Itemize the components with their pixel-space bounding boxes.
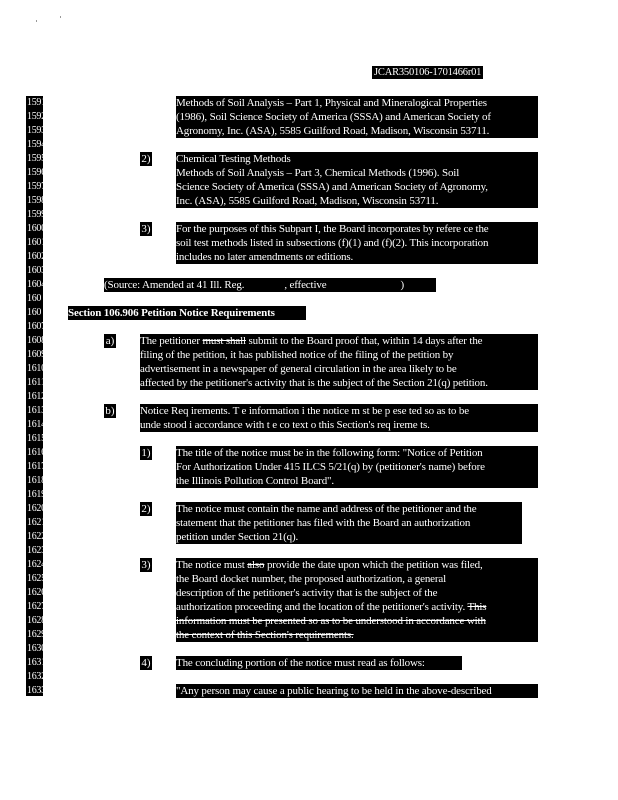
line-number: 1604	[27, 279, 46, 290]
line-number: 1621	[27, 517, 46, 528]
incorporation-block	[176, 222, 538, 264]
text-line: Inc. (ASA), 5585 Guilford Road, Madison, Wisconsin 53711.	[176, 195, 439, 207]
item-b4-number: 4)	[141, 657, 151, 669]
text-line: petition under Section 21(q).	[176, 531, 299, 543]
text-line: affected by the petitioner's activity that is the subject of the Section 21(q) petition.	[140, 377, 488, 389]
methods-citation-block	[176, 96, 538, 138]
text-line: The petitioner must shall submit to the Board proof that, within 14 days after the	[140, 335, 483, 347]
quoted-notice-line: "Any person may cause a public hearing to be held in the above-described	[176, 684, 538, 698]
line-number: 1626	[27, 587, 46, 598]
line-number: 1609	[27, 349, 46, 360]
line-number: 1617	[27, 461, 46, 472]
chemical-testing-block	[176, 152, 538, 208]
text-line: authorization proceeding and the location of the petitioner's activity. This	[176, 601, 487, 613]
notice-details-block	[176, 558, 538, 642]
text-line: Methods of Soil Analysis – Part 1, Physical and Mineralogical Properties	[176, 97, 487, 109]
source-note	[104, 278, 436, 292]
line-number: 1619	[27, 489, 46, 500]
scan-speck	[36, 20, 37, 22]
text-line: includes no later amendments or editions.	[176, 251, 354, 263]
item-b1-number: 1)	[141, 447, 151, 459]
text-line: Science Society of America (SSSA) and American Society of Agronomy,	[176, 181, 488, 193]
text-line: advertisement in a newspaper of general circulation in the area likely to be	[140, 363, 457, 375]
line-number: 1607	[27, 321, 46, 332]
line-number: 1629	[27, 629, 46, 640]
text-line: For Authorization Under 415 ILCS 5/21(q) by (petitioner's name) before	[176, 461, 485, 473]
line-number: 1600	[27, 223, 46, 234]
concluding-portion-line: The concluding portion of the notice must read as follows:	[176, 656, 462, 670]
text-line: statement that the petitioner has filed with the Board an authorization	[176, 517, 471, 529]
line-number: 1613	[27, 405, 46, 416]
text-line: the context of this Section's requirements.	[176, 629, 354, 641]
text-line: For the purposes of this Subpart I, the Board incorporates by refere ce the	[176, 223, 489, 235]
line-number: 160	[27, 307, 42, 318]
line-number: 1633	[27, 685, 46, 696]
text-line: description of the petitioner's activity that is the subject of the	[176, 587, 438, 599]
para-b-number: b)	[105, 405, 115, 417]
notice-title-block	[176, 446, 538, 488]
line-number: 1612	[27, 391, 46, 402]
line-number: 1593	[27, 125, 46, 136]
line-number: 1598	[27, 195, 46, 206]
line-number: 1630	[27, 643, 46, 654]
line-number: 1610	[27, 363, 46, 374]
line-number: 160	[27, 293, 42, 304]
text-line: Methods of Soil Analysis – Part 3, Chemical Methods (1996). Soil	[176, 167, 460, 179]
text-line: soil test methods listed in subsections (f)(1) and (f)(2). This incorporation	[176, 237, 489, 249]
line-number: 1601	[27, 237, 46, 248]
item-b3-number: 3)	[141, 559, 151, 571]
para-a-number: a)	[105, 335, 115, 347]
line-number: 1624	[27, 559, 46, 570]
text-line: the Board docket number, the proposed authorization, a general	[176, 573, 447, 585]
text-line: unde stood i accordance with t e co text o this Section's req ireme ts.	[140, 419, 430, 431]
line-number: 1603	[27, 265, 46, 276]
notice-contents-block	[176, 502, 522, 544]
line-number: 1602	[27, 251, 46, 262]
line-number: 1599	[27, 209, 46, 220]
text-line: Agronomy, Inc. (ASA), 5585 Guilford Road, Madison, Wisconsin 53711.	[176, 125, 490, 137]
line-number: 1618	[27, 475, 46, 486]
line-number: 1596	[27, 167, 46, 178]
line-number: 1625	[27, 573, 46, 584]
line-number: 1591	[27, 97, 46, 108]
line-number: 1611	[27, 377, 46, 388]
line-number: 1627	[27, 601, 46, 612]
section-heading: Section 106.906 Petition Notice Requirements	[68, 306, 306, 320]
source-close-paren: )	[400, 279, 404, 291]
line-number: 1623	[27, 545, 46, 556]
text-line: The notice must also provide the date upon which the petition was filed,	[176, 559, 483, 571]
line-number: 1632	[27, 671, 46, 682]
document-id-header: JCAR350106-1701466r01	[374, 67, 482, 78]
line-number: 1620	[27, 503, 46, 514]
line-number: 1608	[27, 335, 46, 346]
line-number: 1592	[27, 111, 46, 122]
source-effective-text: , effective	[284, 279, 327, 291]
line-number: 1597	[27, 181, 46, 192]
para-a-block	[140, 334, 538, 390]
item-3-number: 3)	[141, 223, 151, 235]
item-b2-number: 2)	[141, 503, 151, 515]
line-number: 1615	[27, 433, 46, 444]
line-number: 1616	[27, 447, 46, 458]
text-line: The notice must contain the name and address of the petitioner and the	[176, 503, 477, 515]
source-text: (Source: Amended at 41 Ill. Reg.	[104, 279, 245, 291]
text-line: Chemical Testing Methods	[176, 153, 291, 165]
para-b-block	[140, 404, 538, 432]
line-number: 1631	[27, 657, 46, 668]
text-line: the Illinois Pollution Control Board".	[176, 475, 334, 487]
line-number: 1622	[27, 531, 46, 542]
text-line: information must be presented so as to be understood in accordance with	[176, 615, 486, 627]
text-line: Notice Req irements. T e information i the notice m st be p ese ted so as to be	[140, 405, 469, 417]
line-number: 1614	[27, 419, 46, 430]
scan-speck	[60, 16, 61, 18]
text-line: (1986), Soil Science Society of America (SSSA) and American Society of	[176, 111, 491, 123]
text-line: The title of the notice must be in the following form: "Notice of Petition	[176, 447, 483, 459]
text-line: filing of the petition, it has published notice of the filing of the petition by	[140, 349, 454, 361]
line-number: 1594	[27, 139, 46, 150]
item-2-number: 2)	[141, 153, 151, 165]
line-number: 1595	[27, 153, 46, 164]
line-number: 1628	[27, 615, 46, 626]
